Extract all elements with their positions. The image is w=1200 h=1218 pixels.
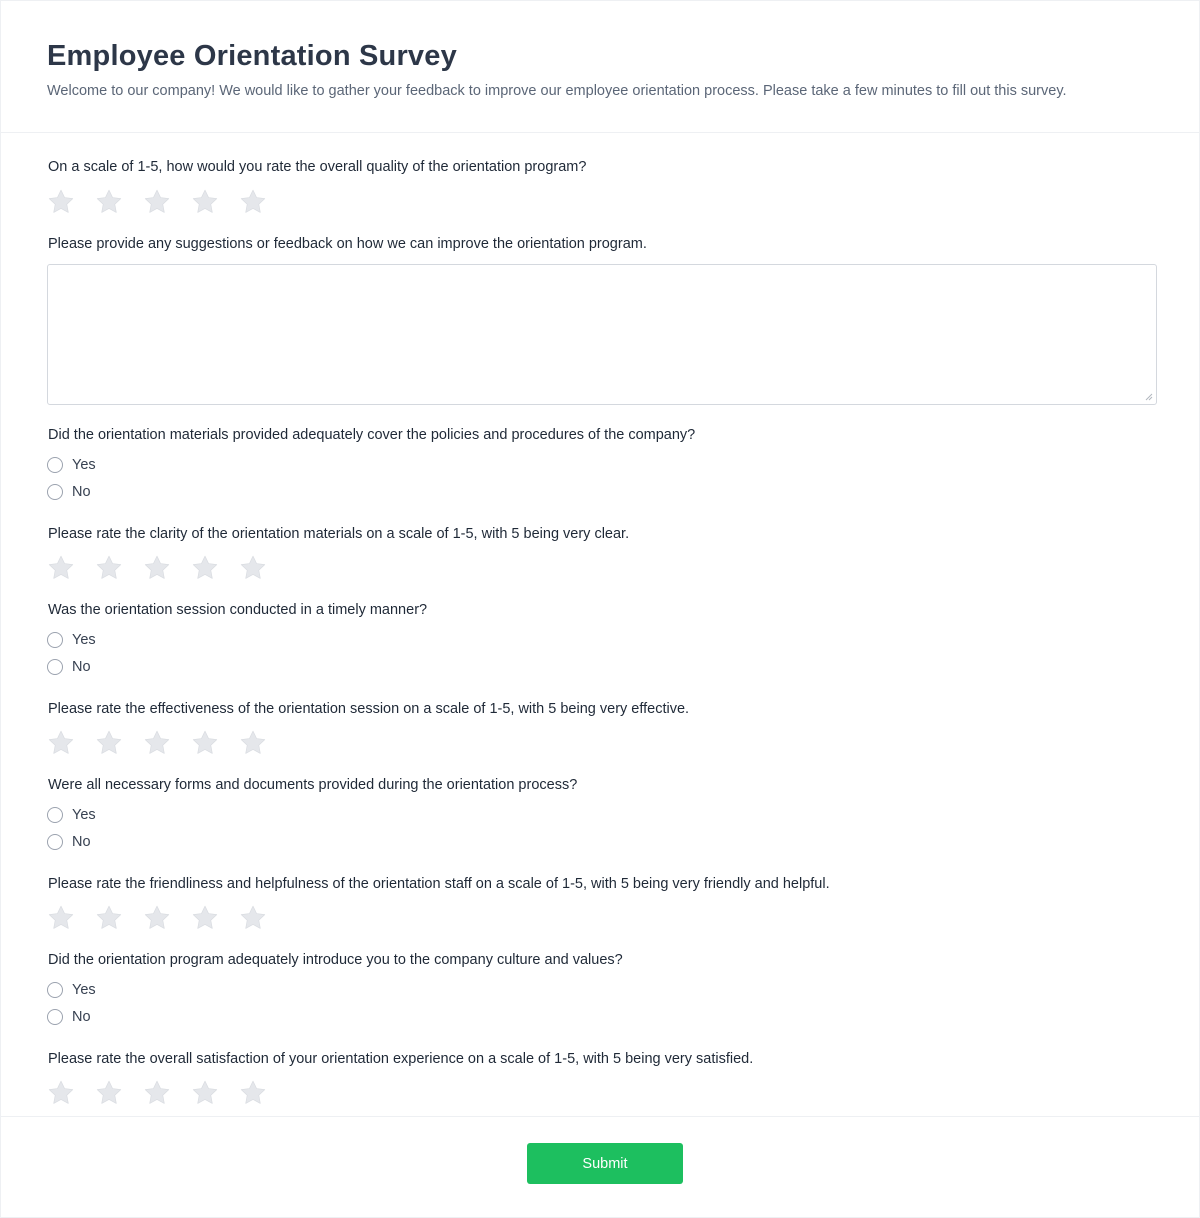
feedback-textarea[interactable] bbox=[48, 265, 1156, 404]
radio-option-yes[interactable] bbox=[47, 451, 96, 478]
star-icon[interactable] bbox=[239, 554, 267, 582]
star-icon[interactable] bbox=[143, 729, 171, 757]
radio-button[interactable] bbox=[47, 484, 63, 500]
star-icon[interactable] bbox=[191, 188, 219, 216]
radio-label: Yes bbox=[72, 806, 96, 823]
star-icon[interactable] bbox=[47, 904, 75, 932]
radio-label: Yes bbox=[72, 456, 96, 473]
radio-option-yes[interactable] bbox=[47, 801, 96, 828]
question-forms-provided bbox=[47, 775, 577, 795]
question-label: Please rate the effectiveness of the orientation session on a scale of 1-5, with 5 being very effective. bbox=[48, 701, 690, 717]
radio-label: Yes bbox=[72, 981, 96, 998]
radio-group-forms-provided bbox=[47, 801, 96, 855]
radio-option-yes[interactable] bbox=[47, 626, 96, 653]
question-overall-quality bbox=[47, 157, 586, 177]
question-label: Please rate the clarity of the orientation materials on a scale of 1-5, with 5 being very clear. bbox=[48, 526, 630, 542]
radio-option-no[interactable] bbox=[47, 478, 96, 505]
star-icon[interactable] bbox=[191, 729, 219, 757]
star-icon[interactable] bbox=[47, 188, 75, 216]
resize-grip-icon[interactable] bbox=[1145, 393, 1153, 401]
page-description: Welcome to our company! We would like to gather your feedback to improve our employee orientation process. Please take a few minutes to fill out this survey. bbox=[47, 83, 1067, 99]
radio-label: No bbox=[72, 833, 91, 850]
star-icon[interactable] bbox=[191, 904, 219, 932]
radio-button[interactable] bbox=[47, 457, 63, 473]
radio-button[interactable] bbox=[47, 807, 63, 823]
question-company-culture bbox=[47, 950, 623, 970]
question-session-effectiveness bbox=[47, 699, 689, 719]
radio-option-no[interactable] bbox=[47, 653, 96, 680]
radio-label: No bbox=[72, 1008, 91, 1025]
star-icon[interactable] bbox=[191, 554, 219, 582]
question-label: Did the orientation program adequately introduce you to the company culture and values? bbox=[48, 952, 623, 968]
question-suggestions bbox=[47, 234, 647, 254]
survey-header bbox=[1, 1, 1199, 133]
star-rating-materials-clarity bbox=[47, 553, 267, 583]
question-staff-friendliness bbox=[47, 874, 830, 894]
star-icon[interactable] bbox=[95, 188, 123, 216]
question-materials-clarity bbox=[47, 524, 629, 544]
submit-button[interactable]: Submit bbox=[527, 1143, 683, 1184]
star-icon[interactable] bbox=[95, 554, 123, 582]
question-label: Did the orientation materials provided adequately cover the policies and procedures of the company? bbox=[48, 427, 696, 443]
radio-label: No bbox=[72, 658, 91, 675]
radio-button[interactable] bbox=[47, 834, 63, 850]
radio-option-no[interactable] bbox=[47, 1003, 96, 1030]
feedback-textarea-container bbox=[47, 264, 1157, 405]
question-materials-coverage bbox=[47, 425, 695, 445]
star-icon[interactable] bbox=[239, 729, 267, 757]
question-label: Please rate the friendliness and helpfulness of the orientation staff on a scale of 1-5, with 5 being very friendly and helpful. bbox=[48, 876, 830, 892]
radio-option-yes[interactable] bbox=[47, 976, 96, 1003]
star-icon[interactable] bbox=[191, 1079, 219, 1107]
star-rating-overall-quality bbox=[47, 187, 267, 217]
radio-button[interactable] bbox=[47, 659, 63, 675]
question-label: Please provide any suggestions or feedback on how we can improve the orientation program. bbox=[48, 236, 647, 252]
star-icon[interactable] bbox=[143, 904, 171, 932]
star-icon[interactable] bbox=[143, 1079, 171, 1107]
radio-label: Yes bbox=[72, 631, 96, 648]
question-label: Was the orientation session conducted in a timely manner? bbox=[48, 602, 428, 618]
star-icon[interactable] bbox=[95, 729, 123, 757]
star-icon[interactable] bbox=[239, 1079, 267, 1107]
star-icon[interactable] bbox=[239, 188, 267, 216]
radio-button[interactable] bbox=[47, 632, 63, 648]
star-rating-overall-satisfaction bbox=[47, 1078, 267, 1108]
question-session-timeliness bbox=[47, 600, 427, 620]
radio-group-session-timeliness bbox=[47, 626, 96, 680]
star-icon[interactable] bbox=[47, 1079, 75, 1107]
radio-button[interactable] bbox=[47, 982, 63, 998]
star-icon[interactable] bbox=[239, 904, 267, 932]
question-label: Please rate the overall satisfaction of your orientation experience on a scale of 1-5, with 5 being very satisfied. bbox=[48, 1051, 754, 1067]
question-overall-satisfaction bbox=[47, 1049, 753, 1069]
star-icon[interactable] bbox=[95, 1079, 123, 1107]
radio-label: No bbox=[72, 483, 91, 500]
star-rating-staff-friendliness bbox=[47, 903, 267, 933]
form-footer bbox=[1, 1116, 1199, 1218]
star-icon[interactable] bbox=[143, 188, 171, 216]
star-icon[interactable] bbox=[95, 904, 123, 932]
star-icon[interactable] bbox=[47, 729, 75, 757]
star-rating-session-effectiveness bbox=[47, 728, 267, 758]
radio-group-materials-coverage bbox=[47, 451, 96, 505]
radio-option-no[interactable] bbox=[47, 828, 96, 855]
star-icon[interactable] bbox=[47, 554, 75, 582]
star-icon[interactable] bbox=[143, 554, 171, 582]
question-label: Were all necessary forms and documents provided during the orientation process? bbox=[48, 777, 578, 793]
page-title: Employee Orientation Survey bbox=[47, 40, 457, 72]
radio-button[interactable] bbox=[47, 1009, 63, 1025]
question-label: On a scale of 1-5, how would you rate the overall quality of the orientation program? bbox=[48, 159, 587, 175]
radio-group-company-culture bbox=[47, 976, 96, 1030]
